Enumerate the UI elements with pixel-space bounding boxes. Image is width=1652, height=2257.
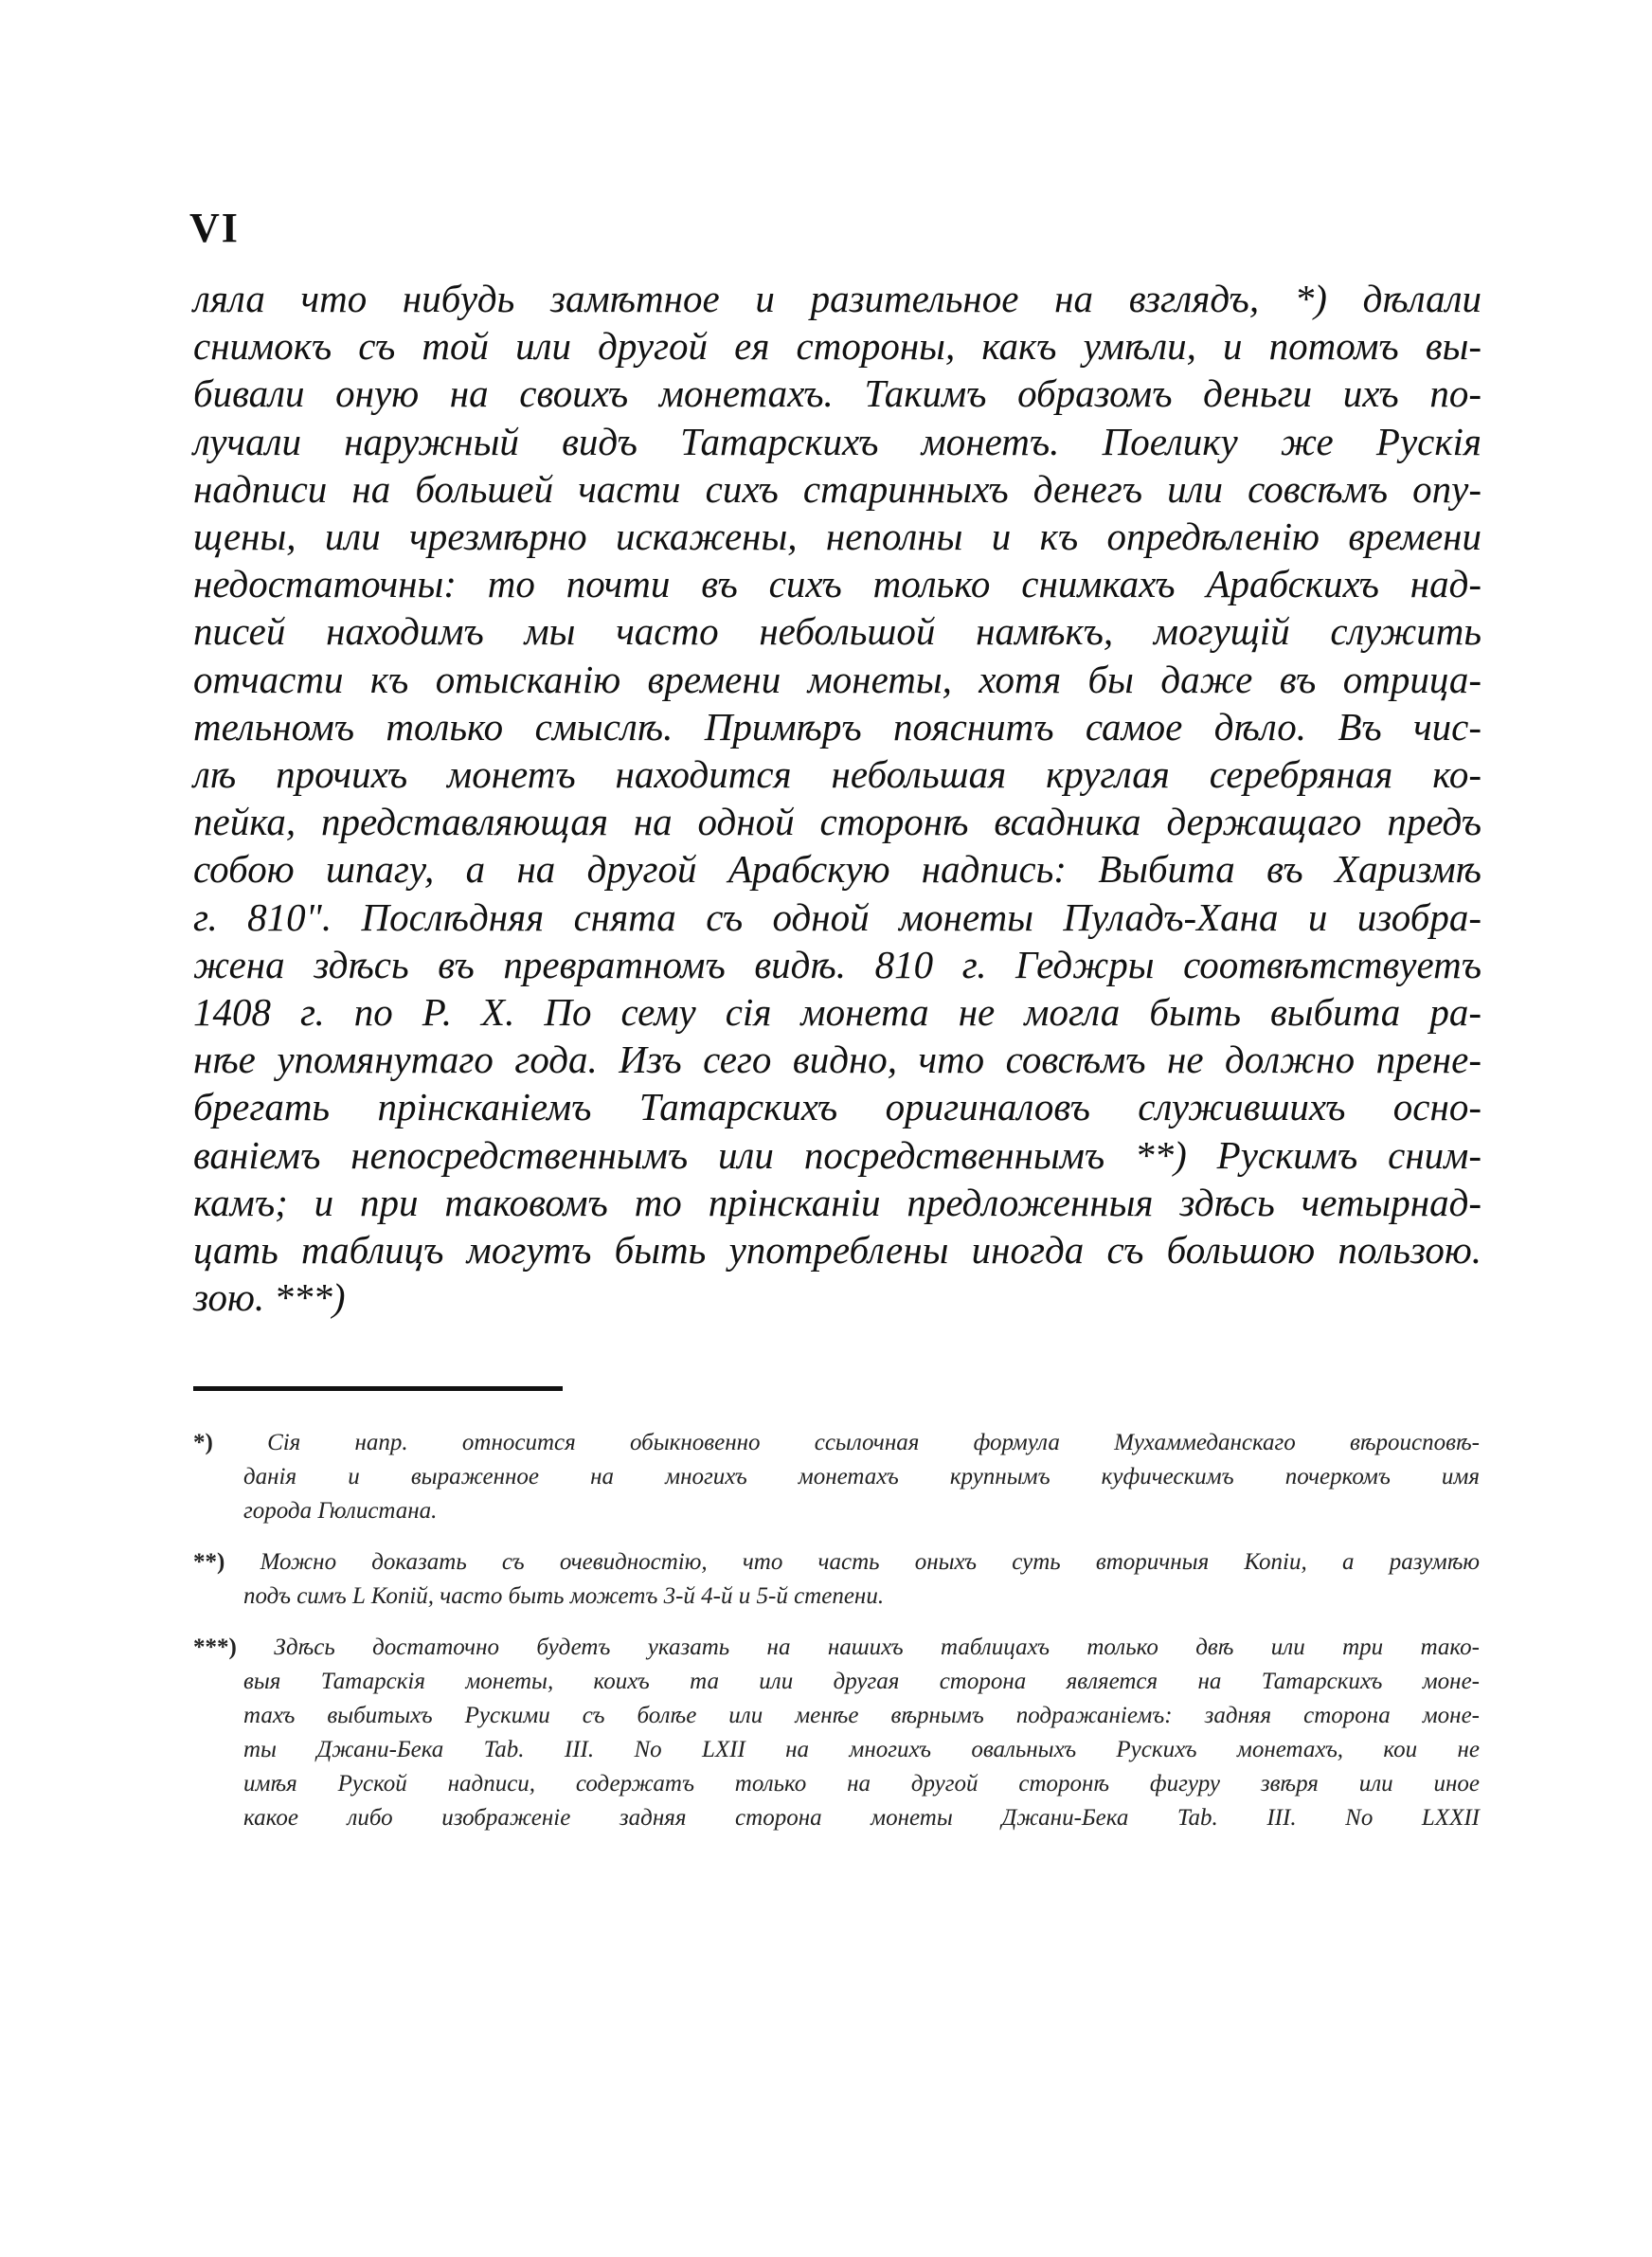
text-line: недостаточны: то почти въ сихъ только снимкахъ Арабскихъ над- (193, 562, 1481, 606)
text-line: собою шпагу, а на другой Арабскую надпись: Выбита въ Харизмѣ (193, 847, 1481, 892)
text-line: нѣе упомянутаго года. Изъ сего видно, что совсѣмъ не должно пренe- (193, 1038, 1481, 1082)
footnote-3 (193, 1631, 1480, 1835)
text-line: снимокъ съ той или другой ея стороны, какъ умѣли, и потомъ вы- (193, 324, 1481, 369)
footnote-mark: *) (193, 1430, 213, 1455)
footnote-text: Сія напр. относится обыкновенно ссылочная формула Мухаммеданскаго вѣроисповѣ- (267, 1430, 1480, 1455)
text-line: ваніемъ непосредственнымъ или посредственнымъ **) Рускимъ сним- (193, 1132, 1481, 1177)
text-line: надписи на большей части сихъ старинныхъ денегъ или совсѣмъ опу- (193, 466, 1481, 511)
footnote-line: подъ симъ L Копій, часто быть можетъ 3-й 4-й и 5-й степени. (243, 1583, 885, 1609)
text-line: тельномъ только смыслѣ. Примѣръ пояснитъ самое дѣло. Въ чис- (193, 704, 1481, 749)
text-line: ляла что нибудь замѣтное и разительное на взглядъ, *) дѣлали (193, 277, 1481, 320)
text-line: зою. ***) (193, 1275, 346, 1320)
footnote-separator (193, 1386, 563, 1391)
footnote-line (193, 1545, 1480, 1580)
footnote-line: тахъ выбитыхъ Рускими съ болѣе или менѣе вѣрнымъ подражаніемъ: задняя сторона моне- (243, 1703, 1480, 1728)
main-text (193, 275, 1481, 1321)
footnote-line: какое либо изображеніе задняя сторона монеты Джани-Бека Tab. III. No LXXII (243, 1805, 1480, 1831)
text-line: писей находимъ мы часто небольшой намѣкъ, могущій служить (193, 609, 1481, 654)
footnote-mark: **) (193, 1549, 225, 1575)
text-line: пейка, представляющая на одной сторонѣ всадника держащаго предъ (193, 800, 1481, 844)
page-number: VI (189, 205, 240, 251)
text-line: отчасти къ отысканію времени монеты, хотя бы даже въ отрица- (193, 657, 1481, 701)
footnote-line: выя Татарскія монеты, коихъ та или другая сторона является на Татарскихъ моне- (243, 1669, 1480, 1694)
text-line: лучали наружный видъ Татарскихъ монетъ. Поелику же Рускія (193, 419, 1481, 463)
text-line: бивали оную на своихъ монетахъ. Такимъ образомъ деньги ихъ по- (193, 371, 1481, 416)
footnote-text: Можно доказать съ очевидностію, что часть оныхъ суть вторичныя Копіи, а разумѣю (260, 1549, 1481, 1575)
footnote-line (193, 1426, 1480, 1460)
footnote-line: ты Джани-Бека Tab. III. No LXII на многихъ овальныхъ Рускихъ монетахъ, кои не (243, 1737, 1480, 1762)
text-line: камъ; и при таковомъ то прінсканіи предложенныя здѣсь четырнад- (193, 1180, 1481, 1224)
text-line: 1408 г. по Р. Х. По сему сія монета не могла быть выбита ра- (193, 990, 1481, 1035)
text-line: г. 810". Послѣдняя снята съ одной монеты Пуладъ-Хана и изобра- (193, 894, 1481, 939)
text-line: жена здѣсь въ превратномъ видѣ. 810 г. Геджры соотвѣтствуетъ (193, 942, 1481, 986)
footnote-line: данія и выраженное на многихъ монетахъ крупнымъ куфическимъ почеркомъ имя (243, 1464, 1480, 1490)
text-line: цать таблицъ могутъ быть употреблены иногда съ большою пользою. (193, 1228, 1481, 1273)
text-line: лѣ прочихъ монетъ находится небольшая круглая серебряная ко- (193, 752, 1481, 797)
footnotes (193, 1426, 1480, 1852)
footnote-line: имѣя Руской надписи, содержатъ только на другой сторонѣ фигуру звѣря или иное (243, 1771, 1480, 1797)
footnote-1 (193, 1426, 1480, 1528)
text-line: щены, или чрезмѣрно искажены, неполны и къ опредѣленію времени (193, 515, 1481, 559)
footnote-text: Здѣсь достаточно будетъ указать на нашихъ таблицахъ только двѣ или три тако- (274, 1634, 1480, 1660)
footnote-line (193, 1631, 1480, 1665)
footnote-2 (193, 1545, 1480, 1614)
footnote-mark: ***) (193, 1634, 237, 1660)
text-line: брегать прінсканіемъ Татарскихъ оригиналовъ служившихъ осно- (193, 1085, 1481, 1129)
footnote-line: города Гюлистана. (243, 1498, 438, 1524)
